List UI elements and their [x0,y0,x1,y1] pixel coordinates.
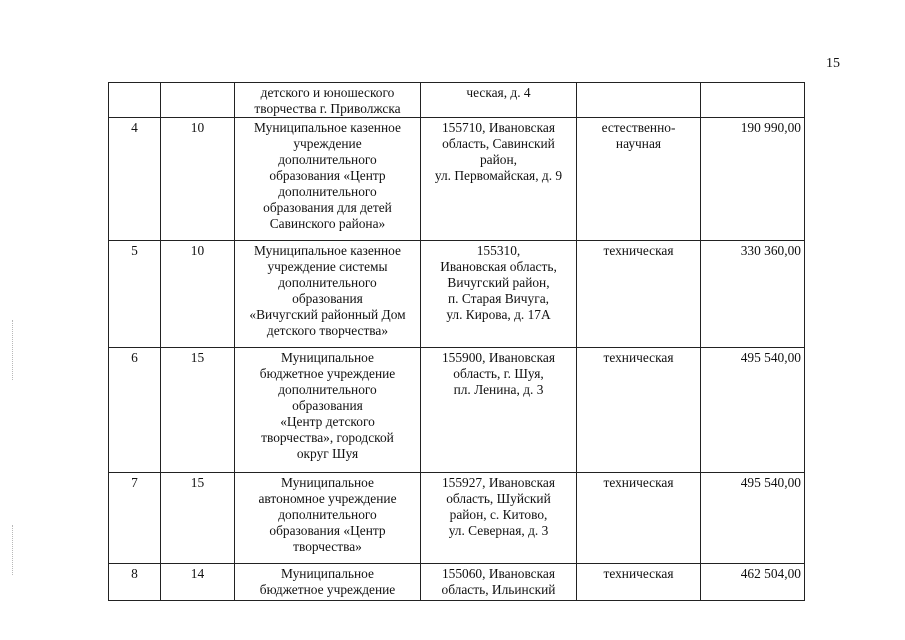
row-number-cell: 8 [109,564,161,601]
cell-text-line: творчества», городской [261,430,394,445]
address-cell [421,118,577,241]
cell-text-line: дополнительного [278,275,377,290]
cell-text-line: ул. Кирова, д. 17А [446,307,551,322]
cell-text-line: бюджетное учреждение [259,366,396,381]
cell-text-line: учреждение системы [267,259,388,274]
address-cell [421,564,577,601]
cell-text-line: образования «Центр [269,168,386,183]
amount-cell [701,83,805,118]
cell-text-line: 155060, Ивановская [441,566,556,581]
direction-cell [577,564,701,601]
cell-text-line: творчества» [293,539,362,554]
row-number-cell [109,83,161,118]
institution-name-cell [235,241,421,348]
cell-text-line: Ивановская область, [440,259,557,274]
cell-text-line: область, г. Шуя, [453,366,544,381]
direction-cell [577,473,701,564]
cell-text-line: Муниципальное казенное [254,120,401,135]
table-row [109,83,805,118]
institution-name-cell [235,118,421,241]
table-row [109,564,805,601]
cell-text-line: техническая [603,350,674,365]
cell-text-line: дополнительного [278,507,377,522]
row-number-cell: 6 [109,348,161,473]
quantity-cell: 10 [161,118,235,241]
cell-text-line: детского творчества» [266,323,389,338]
quantity-cell: 10 [161,241,235,348]
scan-edge-marks [12,525,15,575]
cell-text-line: образования для детей [263,200,392,215]
cell-text-line: техническая [603,475,674,490]
cell-text-line: дополнительного [278,184,377,199]
cell-text-line: Муниципальное [281,475,374,490]
cell-text-line: ул. Первомайская, д. 9 [434,168,563,183]
institutions-table [108,82,805,601]
cell-text-line: естественно- [601,120,676,135]
cell-text-line: район, [479,152,517,167]
cell-text-line: 155710, Ивановская [441,120,556,135]
amount-cell: 190 990,00 [701,118,805,241]
cell-text-line: образования [292,398,363,413]
amount-cell: 462 504,00 [701,564,805,601]
amount-cell: 330 360,00 [701,241,805,348]
page-number: 15 [826,56,840,71]
direction-cell [577,241,701,348]
direction-cell [577,348,701,473]
direction-cell [577,83,701,118]
institution-name-cell [235,83,421,118]
cell-text-line: детского и юношеского [260,85,395,100]
cell-text-line: ул. Северная, д. 3 [448,523,549,538]
cell-text-line: бюджетное учреждение [259,582,396,597]
institution-name-cell [235,564,421,601]
row-number-cell: 7 [109,473,161,564]
cell-text-line: область, Ильинский [441,582,556,597]
institution-name-cell [235,348,421,473]
cell-text-line: область, Савинский [442,136,555,151]
table-row [109,118,805,241]
cell-text-line: автономное учреждение [258,491,397,506]
cell-text-line: район, с. Китово, [449,507,548,522]
address-cell [421,241,577,348]
table-row [109,241,805,348]
cell-text-line: 155927, Ивановская [441,475,556,490]
quantity-cell: 14 [161,564,235,601]
row-number-cell: 5 [109,241,161,348]
row-number-cell: 4 [109,118,161,241]
cell-text-line: ческая, д. 4 [466,85,531,100]
cell-text-line: Вичугский район, [447,275,550,290]
quantity-cell: 15 [161,348,235,473]
institution-name-cell [235,473,421,564]
cell-text-line: техническая [603,566,674,581]
cell-text-line: Муниципальное [281,350,374,365]
cell-text-line: образования «Центр [269,523,386,538]
cell-text-line: образования [292,291,363,306]
cell-text-line: область, Шуйский [446,491,551,506]
cell-text-line: Савинского района» [269,216,386,231]
cell-text-line: п. Старая Вичуга, [447,291,550,306]
cell-text-line: 155310, [476,243,521,258]
quantity-cell [161,83,235,118]
scan-edge-marks [12,320,15,380]
cell-text-line: дополнительного [278,152,377,167]
amount-cell: 495 540,00 [701,348,805,473]
address-cell [421,473,577,564]
table-row [109,473,805,564]
cell-text-line: учреждение [293,136,362,151]
cell-text-line: пл. Ленина, д. 3 [453,382,544,397]
cell-text-line: научная [615,136,662,151]
cell-text-line: округ Шуя [296,446,359,461]
amount-cell: 495 540,00 [701,473,805,564]
cell-text-line: Муниципальное [281,566,374,581]
table-row [109,348,805,473]
cell-text-line: Муниципальное казенное [254,243,401,258]
cell-text-line: «Центр детского [280,414,375,429]
address-cell [421,348,577,473]
cell-text-line: творчества г. Приволжска [254,101,401,116]
quantity-cell: 15 [161,473,235,564]
cell-text-line: техническая [603,243,674,258]
cell-text-line: дополнительного [278,382,377,397]
cell-text-line: «Вичугский районный Дом [249,307,406,322]
cell-text-line: 155900, Ивановская [441,350,556,365]
direction-cell [577,118,701,241]
address-cell [421,83,577,118]
